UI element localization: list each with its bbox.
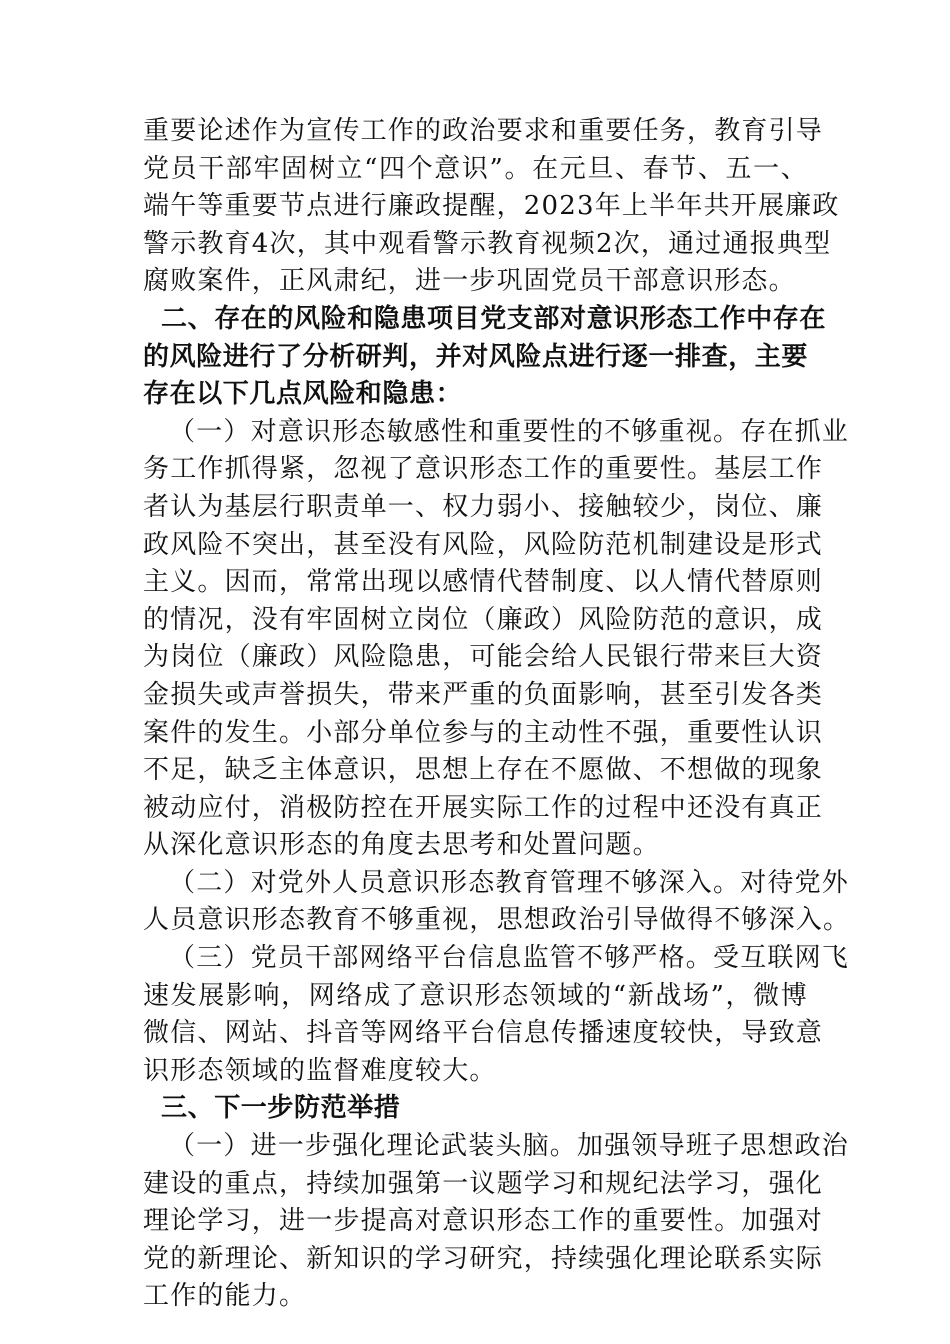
paragraph-line: 人员意识形态教育不够重视，思想政治引导做得不够深入。 [143,905,851,936]
paragraph-line: 腐败案件，正风肃纪，进一步巩固党员干部意识形态。 [143,266,796,297]
paragraph-line: （一）进一步强化理论武装头脑。加强领导班子思想政治 [169,1131,850,1162]
section-heading-line: 的风险进行了分析研判，并对风险点进行逐一排查，主要 [143,341,809,372]
paragraph-line: 者认为基层行职责单一、权力弱小、接触较少，岗位、廉 [143,491,824,522]
paragraph-line: 警示教育4次，其中观看警示教育视频2次，通过通报典型 [143,228,832,259]
paragraph-line: 建设的重点，持续加强第一议题学习和规纪法学习，强化 [143,1168,824,1199]
paragraph-line: 微信、网站、抖音等网络平台信息传播速度较快，导致意 [143,1018,824,1049]
paragraph-line: 理论学习，进一步提高对意识形态工作的重要性。加强对 [143,1206,824,1237]
paragraph-line: 党的新理论、新知识的学习研究，持续强化理论联系实际 [143,1243,824,1274]
paragraph-line: 工作的能力。 [143,1281,307,1312]
paragraph-line: 务工作抓得紧，忽视了意识形态工作的重要性。基层工作 [143,454,824,485]
paragraph-line: 政风险不突出，甚至没有风险，风险防范机制建设是形式 [143,529,824,560]
paragraph-line: （三）党员干部网络平台信息监管不够严格。受互联网飞 [169,943,850,974]
paragraph-line: 主义。因而，常常出现以感情代替制度、以人情代替原则 [143,567,824,598]
paragraph-line: 重要论述作为宣传工作的政治要求和重要任务，教育引导 [143,116,824,146]
paragraph-line: 速发展影响，网络成了意识形态领域的“新战场”，微博 [143,980,808,1011]
section-heading-line: 二、存在的风险和隐患项目党支部对意识形态工作中存在 [161,303,827,334]
paragraph-line: 不足，缺乏主体意识，思想上存在不愿做、不想做的现象 [143,755,824,786]
paragraph-line: 党员干部牢固树立“四个意识”。在元旦、春节、五一、 [143,153,808,184]
section-heading-line: 三、下一步防范举措 [161,1093,401,1124]
paragraph-line: 被动应付，消极防控在开展实际工作的过程中还没有真正 [143,792,824,823]
paragraph-line: 识形态领域的监督难度较大。 [143,1055,497,1086]
paragraph-line: 的情况，没有牢固树立岗位（廉政）风险防范的意识，成 [143,604,824,635]
paragraph-line: （一）对意识形态敏感性和重要性的不够重视。存在抓业 [169,416,850,447]
paragraph-line: 端午等重要节点进行廉政提醒，2023年上半年共开展廉政 [143,191,840,222]
section-heading-line: 存在以下几点风险和隐患： [143,379,463,410]
paragraph-line: （二）对党外人员意识形态教育管理不够深入。对待党外 [169,867,850,898]
paragraph-line: 案件的发生。小部分单位参与的主动性不强，重要性认识 [143,717,824,748]
paragraph-line: 从深化意识形态的角度去思考和处置问题。 [143,830,660,861]
paragraph-line: 为岗位（廉政）风险隐患，可能会给人民银行带来巨大资 [143,642,824,673]
paragraph-line: 金损失或声誉损失，带来严重的负面影响，甚至引发各类 [143,679,824,710]
document-page [143,113,851,1316]
